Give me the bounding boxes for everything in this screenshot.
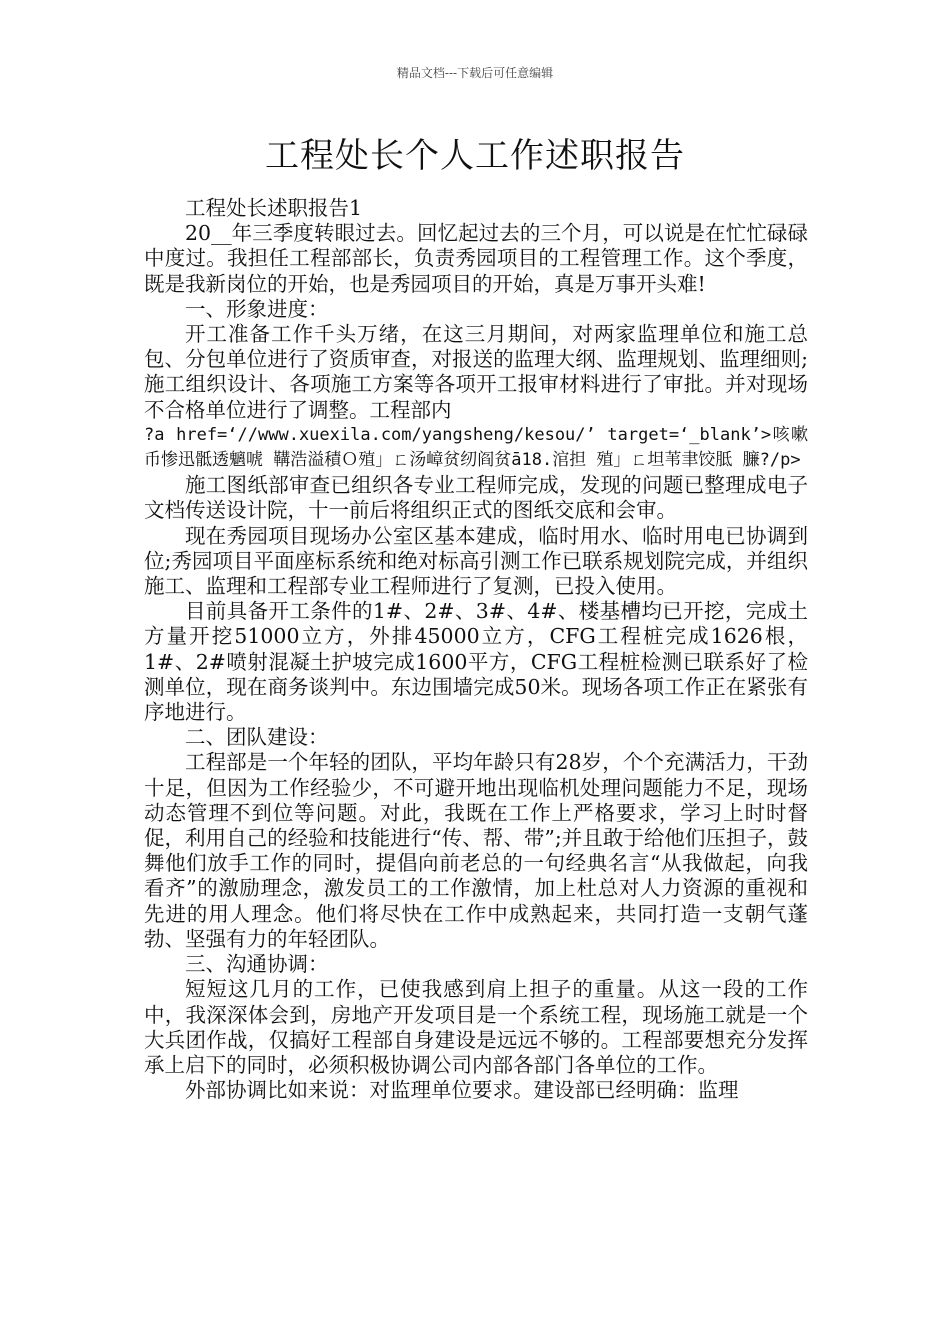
paragraph-drawings: 施工图纸部审查已组织各专业工程师完成，发现的问题已整理成电子文档传送设计院，十一前后将组织正式的图纸交底和会审。 xyxy=(144,473,808,523)
paragraph-prep-work: 开工准备工作千头万绪，在这三月期间，对两家监理单位和施工总包、分包单位进行了资质审查，对报送的监理大纲、监理规划、监理细则;施工组织设计、各项施工方案等各项开工报审材料进行了审批。并对现场不合格单位进行了调整。工程部内 xyxy=(144,322,808,422)
paragraph-site-office: 现在秀园项目现场办公室区基本建成，临时用水、临时用电已协调到位;秀园项目平面座标系统和绝对标高引测工作已联系规划院完成，并组织施工、监理和工程部专业工程师进行了复测，已投入使用。 xyxy=(144,523,808,599)
document-title: 工程处长个人工作述职报告 xyxy=(265,136,685,176)
paragraph-communication: 短短这几月的工作，已使我感到肩上担子的重量。从这一段的工作中，我深深体会到，房地产开发项目是一个系统工程，现场施工就是一个大兵团作战，仅搞好工程部自身建设是远远不够的。工程部要想充分发挥承上启下的同时，必须积极协调公司内部各部门各单位的工作。 xyxy=(144,977,808,1077)
paragraph-subtitle: 工程处长述职报告1 xyxy=(185,196,363,220)
paragraph-external: 外部协调比如来说：对监理单位要求。建设部已经明确：监理 xyxy=(185,1078,739,1103)
garbled-link-text: ?a href=‘//www.xuexila.com/yangsheng/kesou/’ target=‘_blank’>咳嗽币惨迅骶透魑唬 鞲浩溢積Ｏ殖」ㄈ汤嶂贫纫阎贫ā18.涫担 殖」ㄈ坦苇聿饺胝 臁?/p> xyxy=(144,424,808,471)
section-heading-team: 二、团队建设： xyxy=(185,725,329,750)
document-body xyxy=(144,196,808,1103)
section-heading-communication: 三、沟通协调： xyxy=(185,952,329,977)
section-heading-progress: 一、形象进度： xyxy=(185,296,329,321)
header-note: 精品文档---下载后可任意编辑 xyxy=(396,66,554,80)
paragraph-intro: 20__年三季度转眼过去。回忆起过去的三个月，可以说是在忙忙碌碌中度过。我担任工程部部长，负责秀园项目的工程管理工作。这个季度，既是我新岗位的开始，也是秀园项目的开始，真是万事开头难! xyxy=(144,221,808,296)
paragraph-excavation: 目前具备开工条件的1#、2#、3#、4#、楼基槽均已开挖，完成土方量开挖51000立方，外排45000立方，CFG工程桩完成1626根，1#、2#喷射混凝土护坡完成1600平方，CFG工程桩检测已联系好了检测单位，现在商务谈判中。东边围墙完成50米。现场各项工作正在紧张有序地进行。 xyxy=(144,599,808,725)
paragraph-team: 工程部是一个年轻的团队，平均年龄只有28岁，个个充满活力，干劲十足，但因为工作经验少，不可避开地出现临机处理问题能力不足，现场动态管理不到位等问题。对此，我既在工作上严格要求，学习上时时督促，利用自己的经验和技能进行“传、帮、带”;并且敢于给他们压担子，鼓舞他们放手工作的同时，提倡向前老总的一句经典名言“从我做起，向我看齐”的激励理念，激发员工的工作激情，加上杜总对人力资源的重视和先进的用人理念。他们将尽快在工作中成熟起来，共同打造一支朝气蓬勃、坚强有力的年轻团队。 xyxy=(144,750,808,951)
